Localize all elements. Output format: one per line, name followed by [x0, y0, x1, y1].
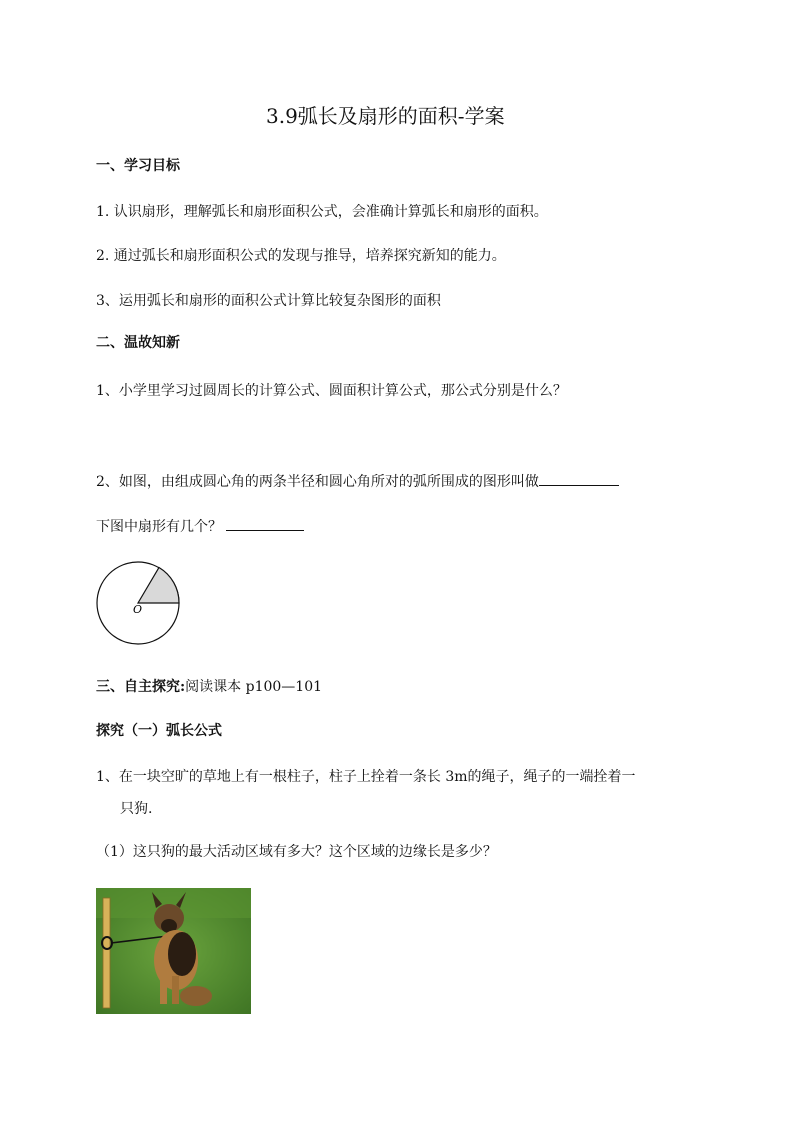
dog-haunch [180, 986, 212, 1006]
goal-item-1: 1. 认识扇形，理解弧长和扇形面积公式，会准确计算弧长和扇形的面积。 [96, 204, 548, 220]
section-heading-explore-text: 三、自主探究: [96, 679, 186, 695]
dog-leg-right [172, 976, 179, 1004]
answer-blank-2[interactable] [226, 516, 304, 531]
review-question-2 [96, 471, 619, 491]
problem-1-line-2: 只狗. [120, 801, 153, 817]
page-title: 3.9弧长及扇形的面积-学案 [266, 104, 505, 128]
section-heading-review: 二、温故知新 [96, 335, 180, 351]
section-heading-goals: 一、学习目标 [96, 158, 180, 174]
post [103, 898, 110, 1008]
goal-item-2: 2. 通过弧长和扇形面积公式的发现与推导，培养探究新知的能力。 [96, 248, 506, 264]
dog-saddle [168, 932, 196, 976]
reading-note: 阅读课本 p100—101 [185, 679, 323, 695]
review-question-3 [96, 516, 304, 536]
answer-blank-1[interactable] [539, 471, 619, 486]
problem-1-question-1: （1）这只狗的最大活动区域有多大？这个区域的边缘长是多少？ [96, 844, 497, 860]
review-question-1: 1、小学里学习过圆周长的计算公式、圆面积计算公式，那公式分别是什么？ [96, 383, 567, 399]
section-heading-explore [96, 678, 322, 696]
problem-1-line-1: 1、在一块空旷的草地上有一根柱子，柱子上拴着一条长 3m的绳子，绳子的一端拴着一 [96, 769, 636, 785]
explore-heading-arc-length: 探究（一）弧长公式 [96, 723, 222, 739]
dog-tied-to-post-photo [96, 888, 251, 1014]
center-label-o: O [133, 603, 143, 616]
review-question-2-text: 2、如图，由组成圆心角的两条半径和圆心角所对的弧所围成的图形叫做 [96, 474, 539, 490]
dog-leg-left [160, 976, 167, 1004]
review-question-3-text: 下图中扇形有几个？ [96, 519, 222, 535]
sector-diagram [95, 560, 185, 650]
goal-item-3: 3、运用弧长和扇形的面积公式计算比较复杂图形的面积 [96, 293, 441, 309]
